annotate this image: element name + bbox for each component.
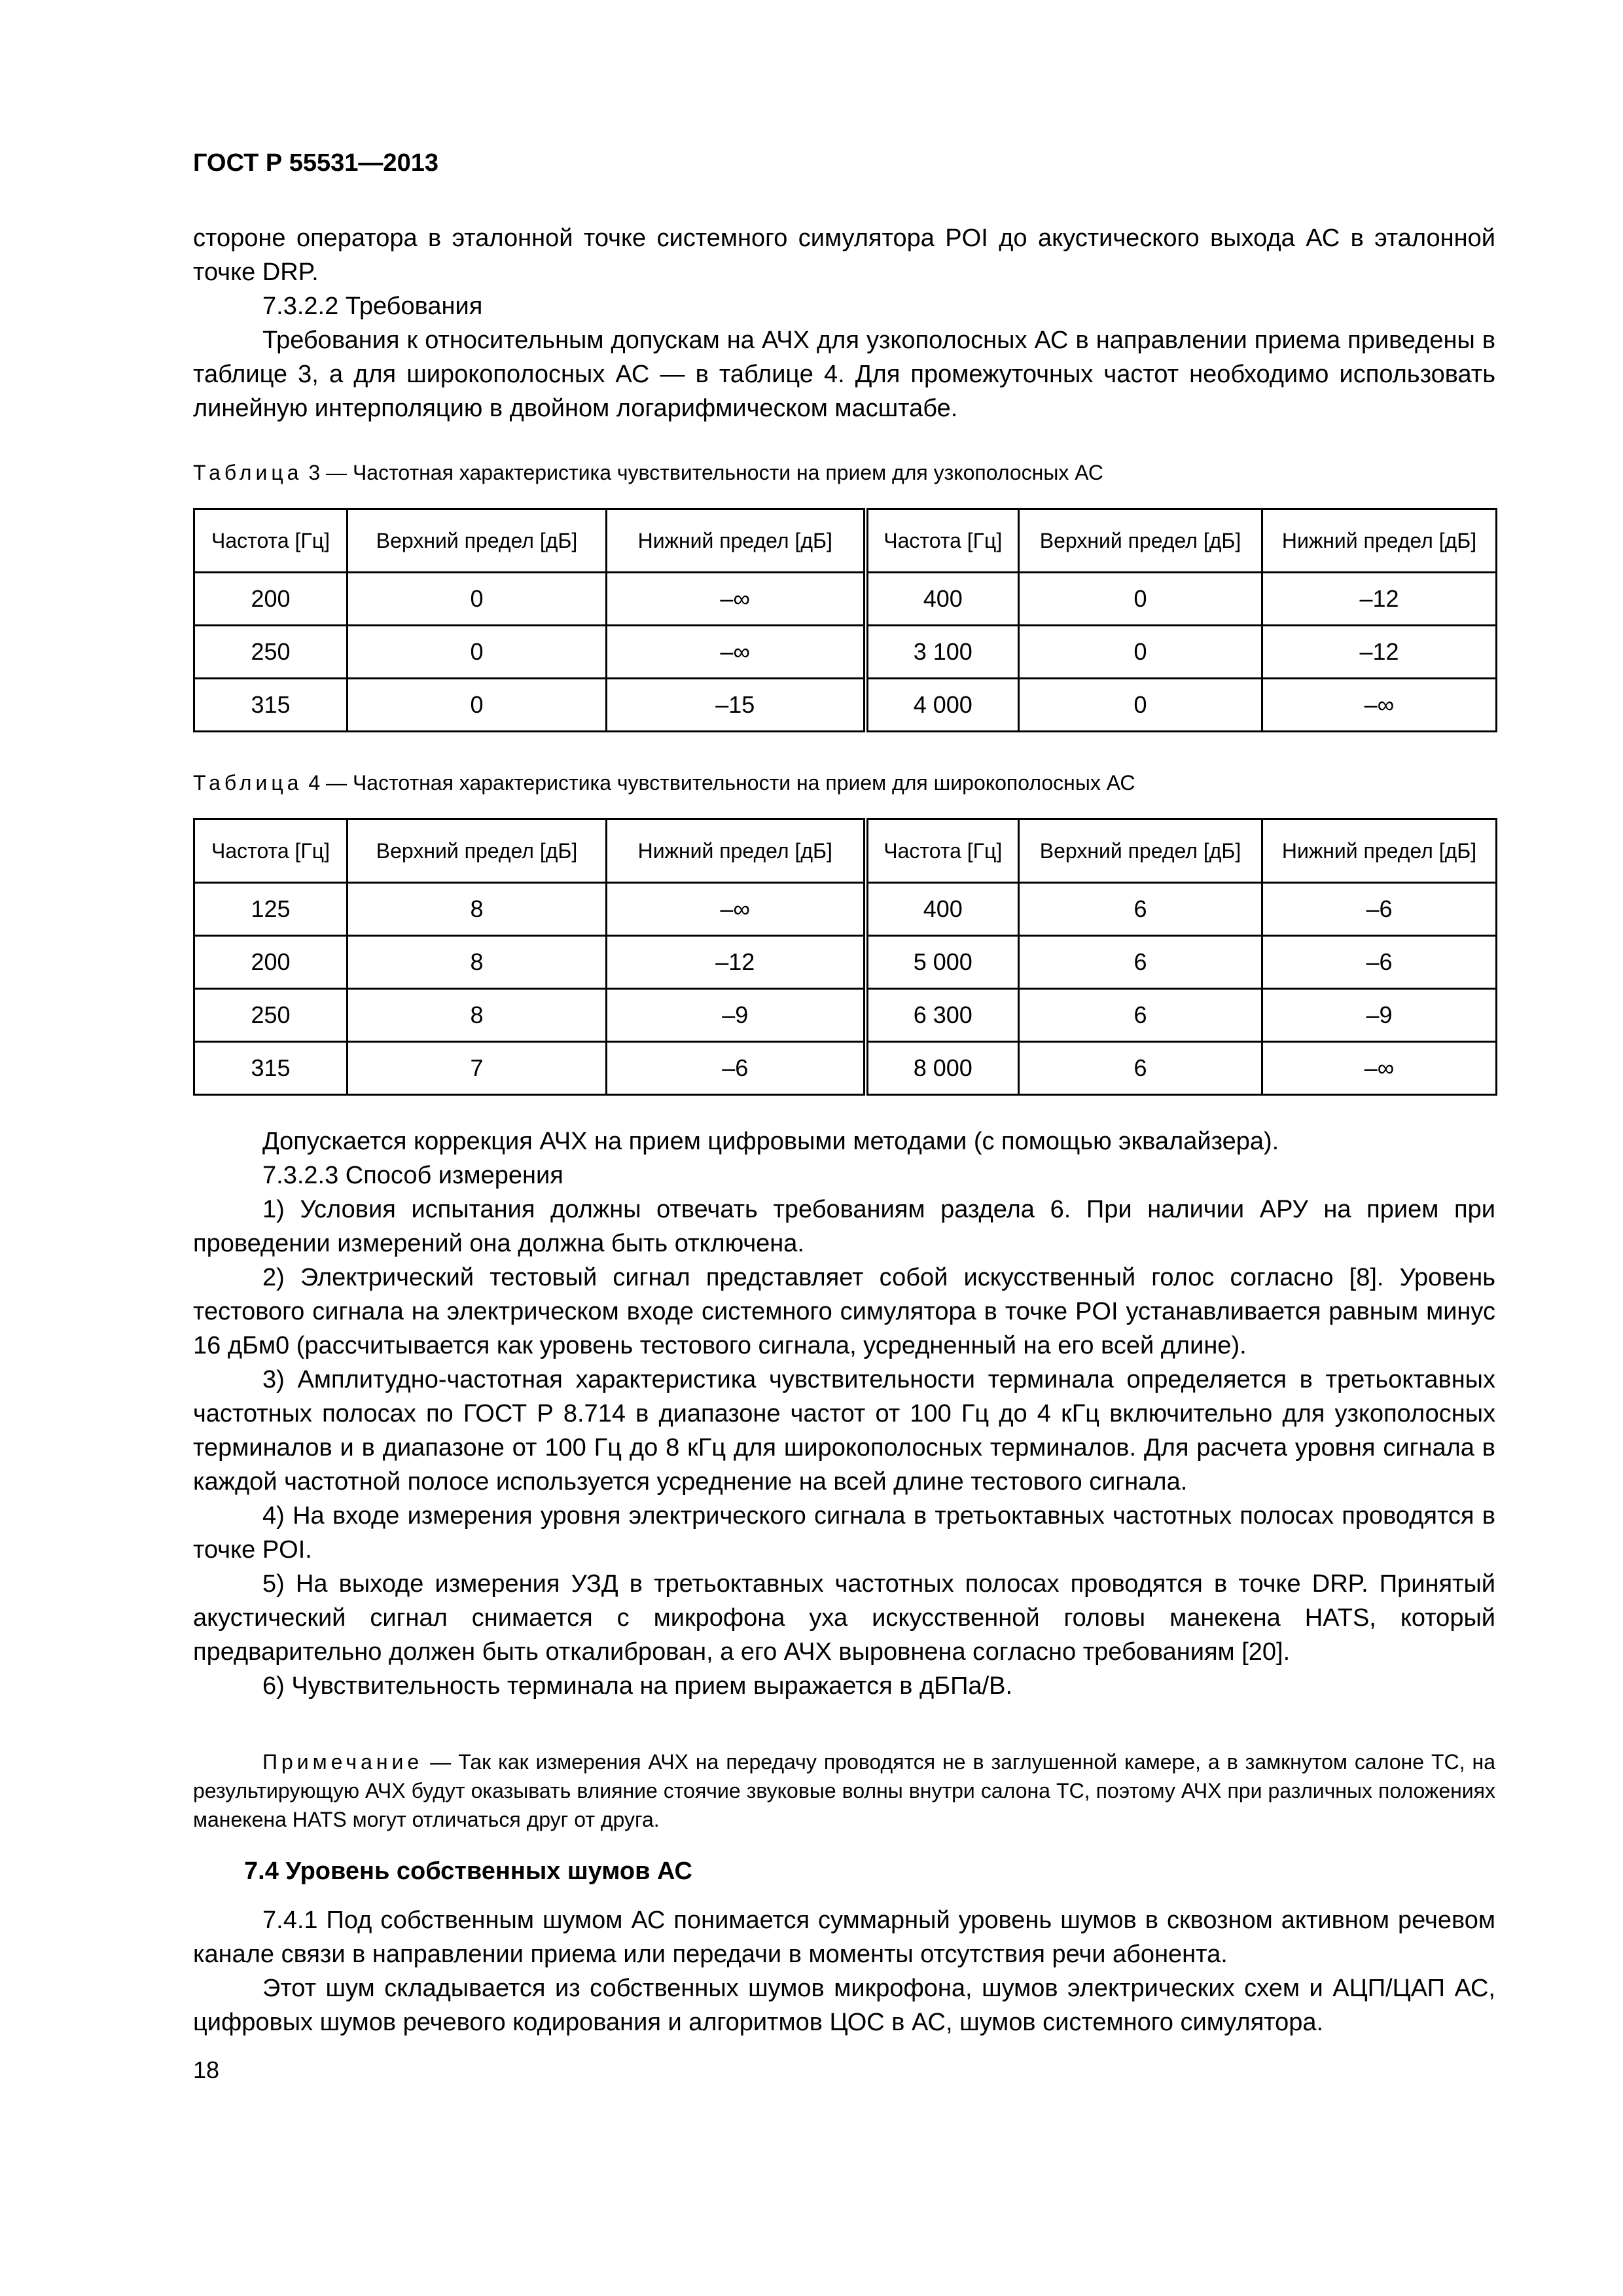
table-cell: 0: [348, 626, 607, 679]
table-row: [194, 989, 1497, 1042]
page-number: 18: [193, 2056, 220, 2083]
column-header: Частота [Гц]: [866, 509, 1019, 573]
table3-caption-label: Таблица: [193, 461, 303, 484]
method-block: [193, 1124, 1495, 1703]
column-header: Верхний предел [дБ]: [1019, 819, 1262, 883]
table-cell: –∞: [607, 626, 866, 679]
paragraph: 3) Амплитудно-частотная характеристика чувствительности терминала определяется в третьоктавных частотных полосах по ГОСТ Р 8.714 в диапазоне частот от 100 Гц до 4 кГц включительно для узкополосных терминалов и в диапазоне от 100 Гц до 8 кГц для широкополосных терминалов. Для расчета уровня сигнала в каждой частотной полосе используется усреднение на всей длине тестового сигнала.: [193, 1366, 1495, 1496]
table-cell: 6 300: [866, 989, 1019, 1042]
column-header: Нижний предел [дБ]: [607, 819, 866, 883]
table-cell: 4 000: [866, 679, 1019, 732]
column-header: Частота [Гц]: [866, 819, 1019, 883]
table-cell: 8: [348, 936, 607, 989]
table-row: [194, 679, 1497, 732]
table-cell: –15: [607, 679, 866, 732]
table-cell: 400: [866, 883, 1019, 936]
table-row: [194, 626, 1497, 679]
table-cell: –6: [607, 1042, 866, 1095]
table-cell: –9: [607, 989, 866, 1042]
column-header: Частота [Гц]: [194, 819, 348, 883]
table-cell: 0: [1019, 626, 1262, 679]
table-cell: 8: [348, 883, 607, 936]
table-cell: 0: [348, 573, 607, 626]
subsection-title: 7.3.2.3 Способ измерения: [262, 1162, 563, 1189]
paragraph: 2) Электрический тестовый сигнал представляет собой искусственный голос согласно [8]. Уровень тестового сигнала на электрическом входе системного симулятора в точке POI устанавливается равным минус 16 дБм0 (рассчитывается как уровень тестового сигнала, усредненный на его всей длине).: [193, 1264, 1495, 1359]
table-cell: 8: [348, 989, 607, 1042]
table-cell: –6: [1262, 883, 1497, 936]
table-cell: 315: [194, 1042, 348, 1095]
column-header: Нижний предел [дБ]: [607, 509, 866, 573]
note-paragraph: [193, 1748, 1495, 1834]
table3-caption-text: 3 — Частотная характеристика чувствительности на прием для узкополосных АС: [302, 461, 1103, 484]
note-block: [193, 1748, 1495, 1834]
intro-block: [193, 221, 1495, 425]
table-header-row: [194, 509, 1497, 573]
paragraph: Требования к относительным допускам на АЧХ для узкополосных АС в направлении приема приведены в таблице 3, а для широкополосных АС — в таблице 4. Для промежуточных частот необходимо использовать линейную интерполяцию в двойном логарифмическом масштабе.: [193, 327, 1495, 422]
table4-caption-text: 4 — Частотная характеристика чувствительности на прием для широкополосных АС: [302, 771, 1135, 795]
table-cell: 8 000: [866, 1042, 1019, 1095]
paragraph: 6) Чувствительность терминала на прием выражается в дБПа/В.: [262, 1672, 1013, 1700]
table-cell: 5 000: [866, 936, 1019, 989]
note-text: — Так как измерения АЧХ на передачу проводятся не в заглушенной камере, а в замкнутом салоне ТС, на результирующую АЧХ будут оказывать влияние стоячие звуковые волны внутри салона ТС, поэтому АЧХ при различных положениях манекена HATS могут отличаться друг от друга.: [193, 1750, 1495, 1831]
column-header: Нижний предел [дБ]: [1262, 509, 1497, 573]
table3: [193, 508, 1497, 732]
column-header: Частота [Гц]: [194, 509, 348, 573]
table-row: [194, 883, 1497, 936]
table-cell: –12: [1262, 573, 1497, 626]
paragraph: Этот шум складывается из собственных шумов микрофона, шумов электрических схем и АЦП/ЦАП АС, цифровых шумов речевого кодирования и алгоритмов ЦОС в АС, шумов системного симулятора.: [193, 1975, 1495, 2036]
table-cell: –12: [607, 936, 866, 989]
table-cell: 400: [866, 573, 1019, 626]
note-label: Примечание: [262, 1750, 423, 1774]
paragraph: стороне оператора в эталонной точке системного симулятора POI до акустического выхода АС в эталонной точке DRP.: [193, 224, 1495, 286]
table3-caption: [193, 461, 1103, 485]
table-cell: 200: [194, 573, 348, 626]
table-cell: 6: [1019, 936, 1262, 989]
paragraph: Допускается коррекция АЧХ на прием цифровыми методами (с помощью эквалайзера).: [262, 1128, 1279, 1155]
document-header: ГОСТ Р 55531—2013: [193, 149, 438, 177]
table4-caption: [193, 771, 1135, 795]
column-header: Верхний предел [дБ]: [348, 819, 607, 883]
table-cell: –∞: [1262, 679, 1497, 732]
column-header: Верхний предел [дБ]: [348, 509, 607, 573]
section-heading: 7.4 Уровень собственных шумов АС: [244, 1857, 692, 1885]
table-cell: 0: [1019, 679, 1262, 732]
table4: [193, 818, 1497, 1096]
table-cell: 6: [1019, 883, 1262, 936]
table-cell: –∞: [607, 573, 866, 626]
table-cell: 7: [348, 1042, 607, 1095]
table-row: [194, 1042, 1497, 1095]
table-cell: 6: [1019, 1042, 1262, 1095]
subsection-title: 7.3.2.2 Требования: [262, 293, 483, 320]
table-header-row: [194, 819, 1497, 883]
column-header: Верхний предел [дБ]: [1019, 509, 1262, 573]
table-cell: 250: [194, 626, 348, 679]
table-cell: 125: [194, 883, 348, 936]
table-cell: –∞: [607, 883, 866, 936]
paragraph: 1) Условия испытания должны отвечать требованиям раздела 6. При наличии АРУ на прием при проведении измерений она должна быть отключена.: [193, 1196, 1495, 1257]
table-cell: –6: [1262, 936, 1497, 989]
paragraph: 4) На входе измерения уровня электрического сигнала в третьоктавных частотных полосах проводятся в точке POI.: [193, 1502, 1495, 1564]
column-header: Нижний предел [дБ]: [1262, 819, 1497, 883]
table-cell: –∞: [1262, 1042, 1497, 1095]
table-row: [194, 573, 1497, 626]
table-cell: –12: [1262, 626, 1497, 679]
table-cell: 3 100: [866, 626, 1019, 679]
table-cell: –9: [1262, 989, 1497, 1042]
table-row: [194, 936, 1497, 989]
table-cell: 315: [194, 679, 348, 732]
table-cell: 0: [1019, 573, 1262, 626]
paragraph: 5) На выходе измерения УЗД в третьоктавных частотных полосах проводятся в точке DRP. Принятый акустический сигнал снимается с микрофона уха искусственной головы манекена HATS, который предварительно должен быть откалиброван, а его АЧХ выровнена согласно требованиям [20].: [193, 1570, 1495, 1666]
paragraph: 7.4.1 Под собственным шумом АС понимается суммарный уровень шумов в сквозном активном речевом канале связи в направлении приема или передачи в моменты отсутствия речи абонента.: [193, 1907, 1495, 1968]
table-cell: 0: [348, 679, 607, 732]
table4-caption-label: Таблица: [193, 771, 303, 795]
table-cell: 6: [1019, 989, 1262, 1042]
section74-block: [193, 1903, 1495, 2039]
table-cell: 250: [194, 989, 348, 1042]
table-cell: 200: [194, 936, 348, 989]
